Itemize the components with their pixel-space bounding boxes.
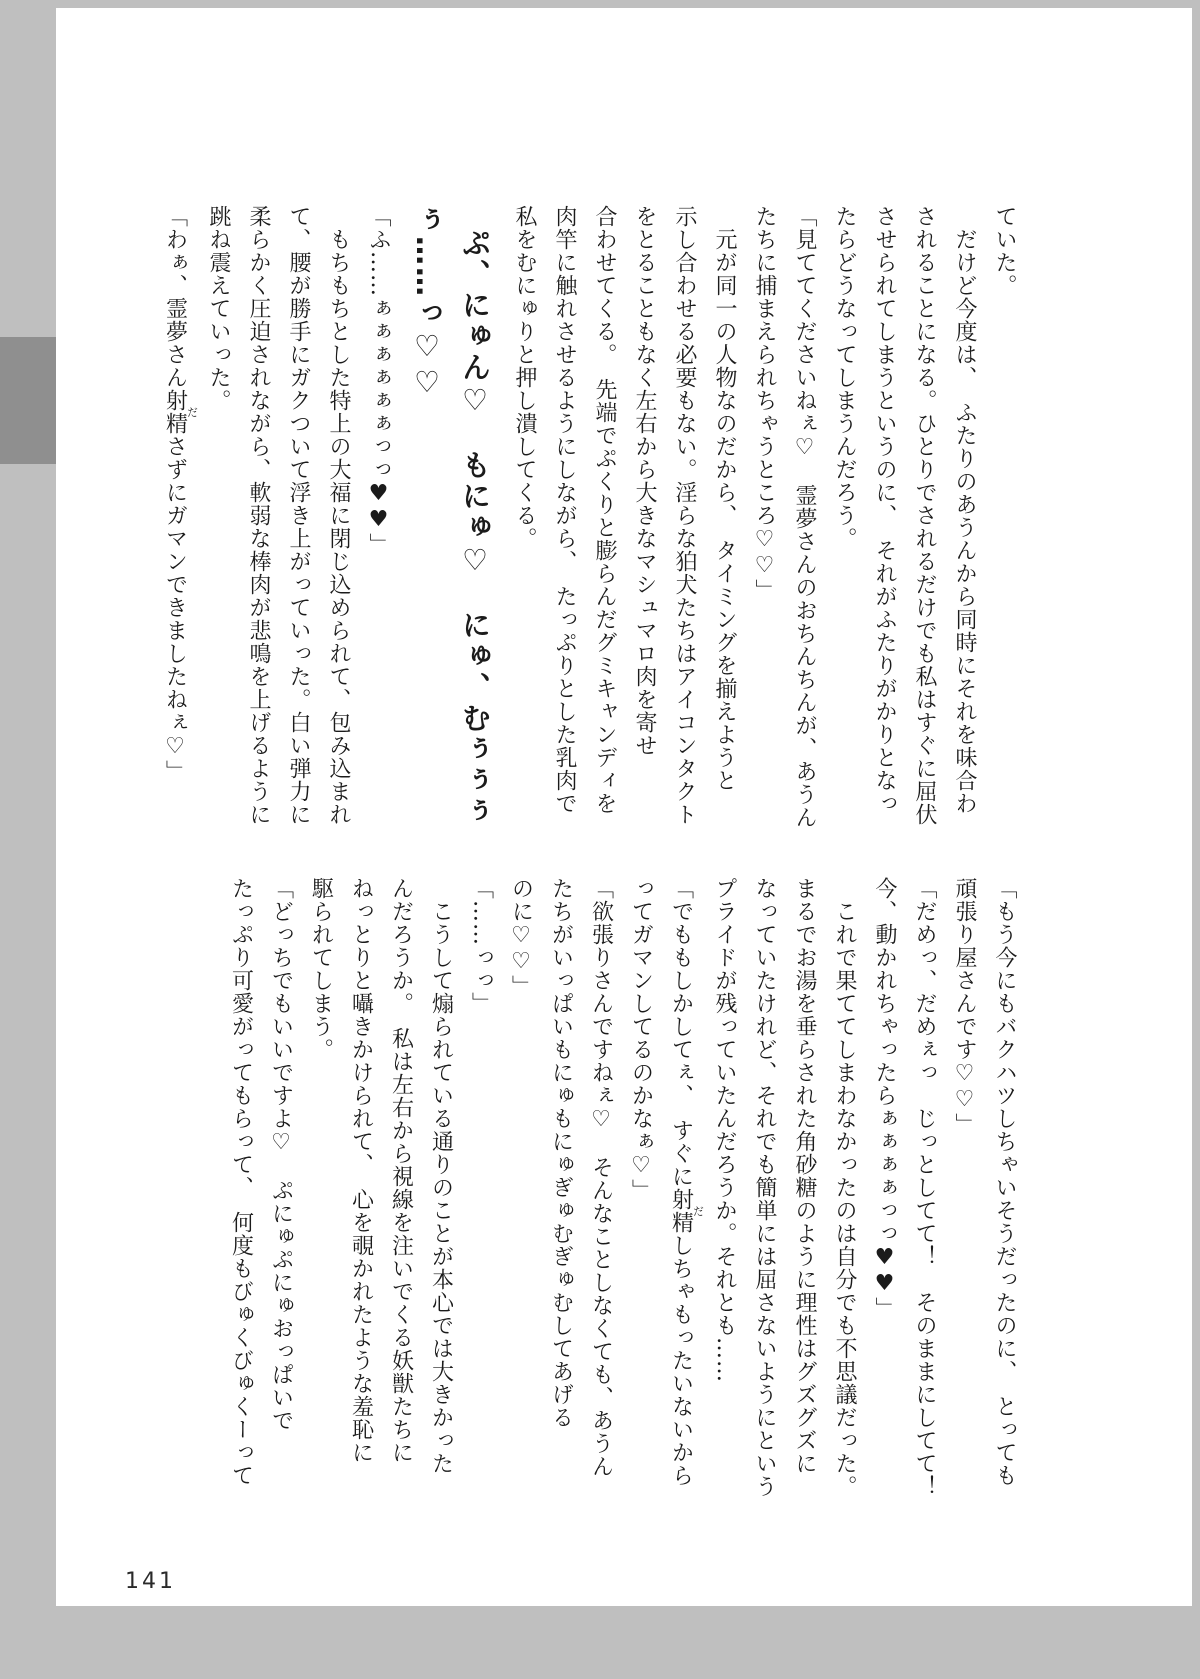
page-number: 141 [125,1569,176,1594]
sfx-line: ぷ、にゅん♡ もにゅ♡ にゅ、むぅぅぅぅ……っ♡♡ [410,205,492,827]
text-line: 頑張り屋さんです♡♡」 [952,877,977,1136]
lower-text-block [221,877,1025,1512]
text-line: プライドが残っていたんだろうか。それとも…… [712,877,737,1383]
page-paper [56,8,1192,1606]
text-line: たらどうなってしまうんだろう。 [832,205,857,550]
text-line: まるでお湯を垂らされた角砂糖のように理性はグズグズに [792,877,817,1475]
text-line: 「もう今にもバクハツしちゃいそうだったのに、 とっても [992,877,1017,1487]
text-line: 肉竿に触れさせるようにしながら、 たっぷりとした乳肉で [552,205,577,815]
text-line: ねっとりと囁きかけられて、 心を覗かれたような羞恥に [348,877,374,1464]
spine-tab [0,337,56,464]
text-line: 「欲張りさんですねぇ♡ そんなことしなくても、あうん [588,877,614,1478]
text-line: だけど今度は、 ふたりのあうんから同時にそれを味合わ [952,228,977,815]
text-line: のに♡♡」 [508,877,534,998]
text-line: んだろうか。 私は左右から視線を注いでくる妖獣たちに [388,877,414,1464]
text-line: 元が同一の人物なのだから、 タイミングを揃えようと [712,228,737,792]
text-line: 跳ね震えていった。 [206,205,231,412]
text-line: ていた。 [992,205,1017,297]
text-line: 「だめっ、だめぇっ じっとしてて！ そのままにしてて！ [912,877,937,1498]
text-line: たちに捕まえられちゃうところ♡♡」 [752,205,777,602]
text-line: なっていたけれど、それでも簡単には屈さないようにという [752,877,777,1498]
text-line: もちもちとした特上の大福に閉じ込められて、包み込まれ [326,228,351,826]
text-line: 「わぁ、霊夢さん射精ださずにガマンできましたねぇ♡」 [162,205,199,783]
text-line: 「ふ……ぁぁぁぁぁぁっっ♥♥」 [366,205,391,556]
text-line: 「でももしかしてぇ、 すぐに射精だしちゃもったいないから [668,877,705,1487]
text-line: これで果ててしまわなかったのは自分でも不思議だった。 [832,900,857,1498]
text-line: させられてしまうというのに、 それがふたりがかりとなっ [872,205,897,815]
text-line: 私をむにゅりと押し潰してくる。 [512,205,537,550]
text-line: たちがいっぱいもにゅもにゅぎゅむぎゅむしてあげる [548,877,574,1429]
text-line: 示し合わせる必要もない。淫らな狛犬たちはアイコンタクト [672,205,697,826]
text-line: て、腰が勝手にガクついて浮き上がっていった。白い弾力に [286,205,311,826]
text-line: ってガマンしてるのかなぁ♡」 [628,877,654,1202]
text-line: 今、動かれちゃったらぁぁぁぁっっ♥♥」 [872,877,897,1320]
text-line: 駆られてしまう。 [308,877,334,1061]
text-line: 合わせてくる。 先端でぷくりと膨らんだグミキャンディを [592,205,617,815]
text-line: 「……っっ」 [468,877,494,1015]
text-line: されることになる。ひとりでされるだけでも私はすぐに屈伏 [912,205,937,826]
text-line: をとることもなく左右から大きなマシュマロ肉を寄せ [632,205,657,757]
text-line: 「見ててくださいねぇ♡ 霊夢さんのおちんちんが、あうん [792,205,817,829]
text-line: 「どっちでもいいですよ♡ ぷにゅぷにゅおっぱいで [268,877,294,1432]
text-line: 柔らかく圧迫されながら、軟弱な棒肉が悲鳴を上げるように [246,205,271,826]
text-line: こうして煽られている通りのことが本心では大きかった [428,900,454,1475]
upper-text-block [155,205,1025,850]
text-line: たっぷり可愛がってもらって、 何度もびゅくびゅくーって [228,877,254,1487]
